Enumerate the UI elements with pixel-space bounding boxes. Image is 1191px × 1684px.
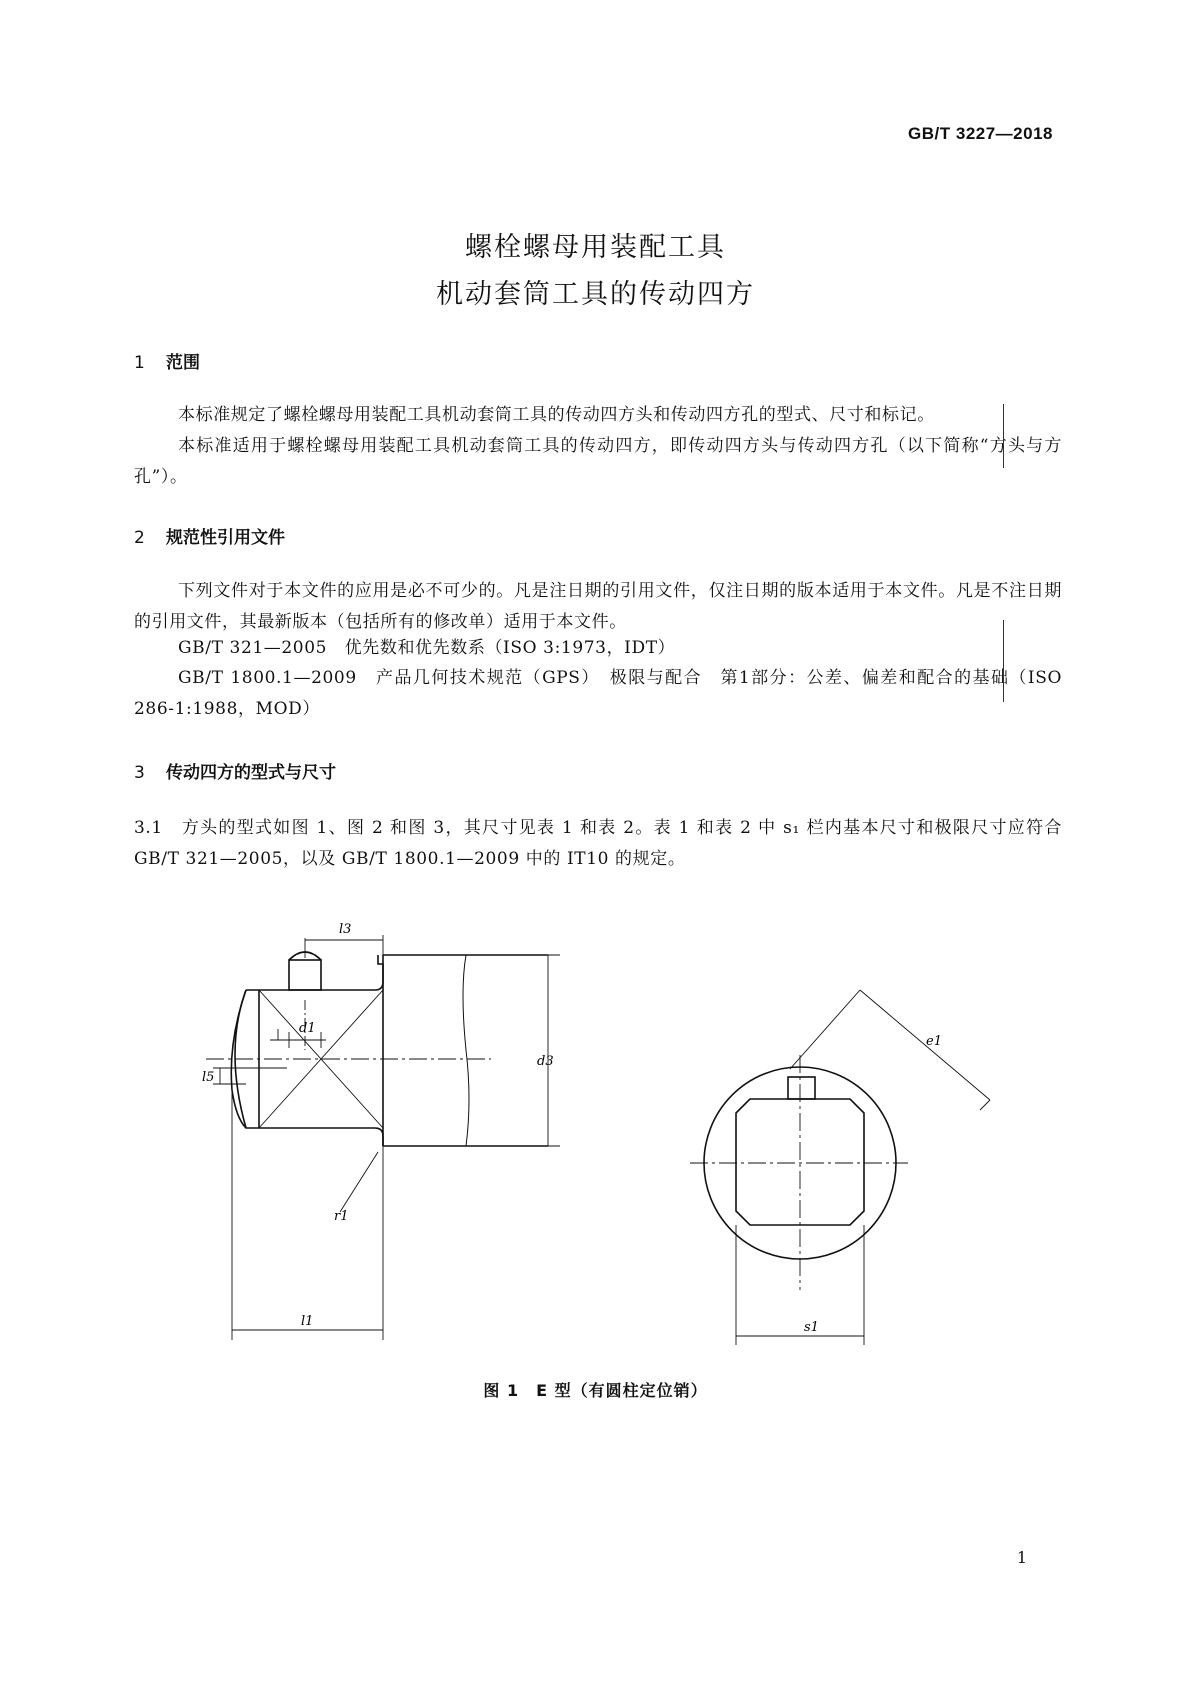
section-1-paragraph-2: 本标准适用于螺栓螺母用装配工具机动套筒工具的传动四方，即传动四方头与传动四方孔（以下简称“方头与方孔”）。	[134, 436, 1062, 487]
section-title: 传动四方的型式与尺寸	[166, 763, 336, 783]
title-line-2: 机动套筒工具的传动四方	[436, 279, 755, 310]
label-d3: d3	[537, 1054, 554, 1069]
reference-2: GB/T 1800.1—2009 产品几何技术规范（GPS） 极限与配合 第1部分：公差、偏差和配合的基础（ISO 286-1:1988，MOD）	[134, 668, 1062, 719]
figure-caption: 图 1 E 型（有圆柱定位销）	[483, 1381, 708, 1400]
label-l3: l3	[339, 922, 352, 937]
page-number: 1	[1016, 1548, 1027, 1567]
pin-end	[788, 1077, 815, 1099]
label-r1: r1	[334, 1209, 349, 1224]
section-2-paragraph-1: 下列文件对于本文件的应用是必不可少的。凡是注日期的引用文件，仅注日期的版本适用于本文件。凡是不注日期的引用文件，其最新版本（包括所有的修改单）适用于本文件。	[134, 581, 1062, 632]
section-1-paragraph-1: 本标准规定了螺栓螺母用装配工具机动套筒工具的传动四方头和传动四方孔的型式、尺寸和标记。	[178, 405, 935, 425]
label-l1: l1	[301, 1314, 314, 1329]
section-title: 规范性引用文件	[166, 528, 285, 548]
reference-1: GB/T 321—2005 优先数和优先数系（ISO 3:1973，IDT）	[178, 638, 676, 658]
section-number: 2	[134, 528, 145, 548]
section-number: 1	[134, 353, 145, 373]
clause-3-1: 3.1 方头的型式如图 1、图 2 和图 3，其尺寸见表 1 和表 2。表 1 和表 2 中 s₁ 栏内基本尺寸和极限尺寸应符合 GB/T 321—2005，以及 GB/T 1800.1—2009 中的 IT10 的规定。	[134, 818, 1062, 869]
section-title: 范围	[166, 353, 200, 373]
label-e1: e1	[926, 1034, 942, 1049]
title-line-1: 螺栓螺母用装配工具	[465, 232, 726, 263]
label-s1: s1	[804, 1320, 819, 1335]
pin	[289, 960, 321, 990]
label-l5: l5	[202, 1070, 215, 1085]
label-d1: d1	[299, 1021, 316, 1036]
section-number: 3	[134, 763, 145, 783]
standard-code: GB/T 3227—2018	[908, 124, 1053, 143]
